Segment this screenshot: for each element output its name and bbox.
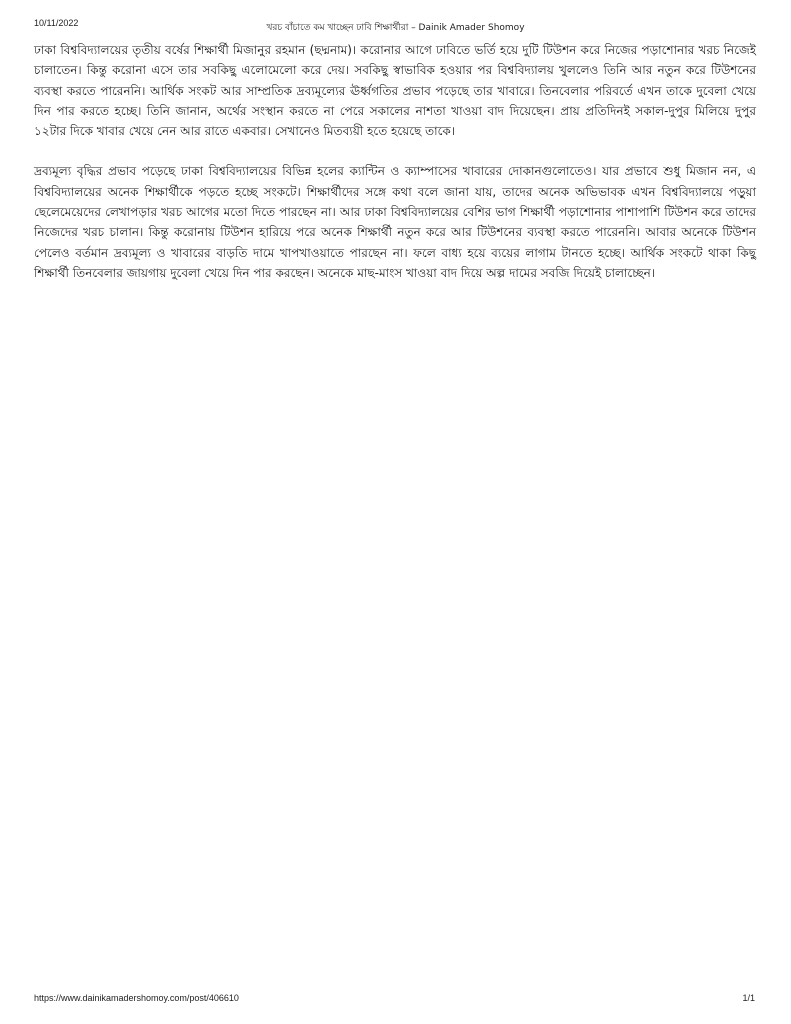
print-date: 10/11/2022 — [34, 18, 79, 28]
article-paragraph: দ্রব্যমূল্য বৃদ্ধির প্রভাব পড়েছে ঢাকা বিশ্ববিদ্যালয়ের বিভিন্ন হলের ক্যান্টিন ও ক্যাম্পাসের খাবারের দোকানগুলোতেও। যার প্রভাবে শুধু মিজান নন, এ বিশ্ববিদ্যালয়ের অনেক শিক্ষার্থীকে পড়তে হচ্ছে সংকটে। শিক্ষার্থীদের সঙ্গে কথা বলে জানা যায়, তাদের অনেক অভিভাবক এখন বিশ্ববিদ্যালয়ে পড়ুয়া ছেলেমেয়েদের লেখাপড়ার খরচ আগের মতো দিতে পারছেন না। আর ঢাকা বিশ্ববিদ্যালয়ের বেশির ভাগ শিক্ষার্থী পড়াশোনার পাশাপাশি টিউশন করে তাদের নিজেদের খরচ চালান। কিন্তু করোনায় টিউশন হারিয়ে পরে অনেক শিক্ষার্থী নতুন করে আর টিউশনের ব্যবস্থা করতে পারেননি। আবার অনেকে টিউশন পেলেও বর্তমান দ্রব্যমূল্য ও খাবারের বাড়তি দামে খাপখাওয়াতে পারছেন না। ফলে বাধ্য হয়ে ব্যয়ের লাগাম টানতে হচ্ছে। আর্থিক সংকটে থাকা কিছু শিক্ষার্থী তিনবেলার জায়গায় দুবেলা খেয়ে দিন পার করছেন। অনেকে মাছ-মাংস খাওয়া বাদ দিয়ে অল্প দামের সবজি দিয়েই চালাচ্ছেন। — [34, 164, 756, 280]
print-header — [0, 18, 791, 34]
article-paragraph: ঢাকা বিশ্ববিদ্যালয়ের তৃতীয় বর্ষের শিক্ষার্থী মিজানুর রহমান (ছদ্মনাম)। করোনার আগে ঢাবিতে ভর্তি হয়ে দুটি টিউশন করে নিজের পড়াশোনার খরচ নিজেই চালাতেন। কিন্তু করোনা এসে তার সবকিছু এলোমেলো করে দেয়। সবকিছু স্বাভাবিক হওয়ার পর বিশ্ববিদ্যালয় খুললেও তিনি আর নতুন করে টিউশনের ব্যবস্থা করতে পারেননি। আর্থিক সংকট আর সাম্প্রতিক দ্রব্যমূল্যের ঊর্ধ্বগতির প্রভাব পড়েছে তার খাবারে। তিনবেলার পরিবর্তে এখন তাকে দুবেলা খেয়ে দিন পার করতে হচ্ছে। তিনি জানান, অর্থের সংস্থান করতে না পেরে সকালের নাশতা খাওয়া বাদ দিয়েছেন। প্রায় প্রতিদিনই সকাল-দুপুর মিলিয়ে দুপুর ১২টার দিকে খাবার খেয়ে নেন আর রাতে একবার। সেখানেও মিতব্যয়ী হতে হয়েছে তাকে। — [34, 43, 756, 139]
print-footer — [0, 993, 791, 1007]
page-title: খরচ বাঁচাতে কম খাচ্ছেন ঢাবি শিক্ষার্থীরা – Dainik Amader Shomoy — [266, 23, 525, 33]
article-body — [34, 40, 756, 303]
source-url-link[interactable]: https://www.dainikamadershomoy.com/post/406610 — [34, 993, 239, 1003]
page-number: 1/1 — [742, 993, 755, 1003]
